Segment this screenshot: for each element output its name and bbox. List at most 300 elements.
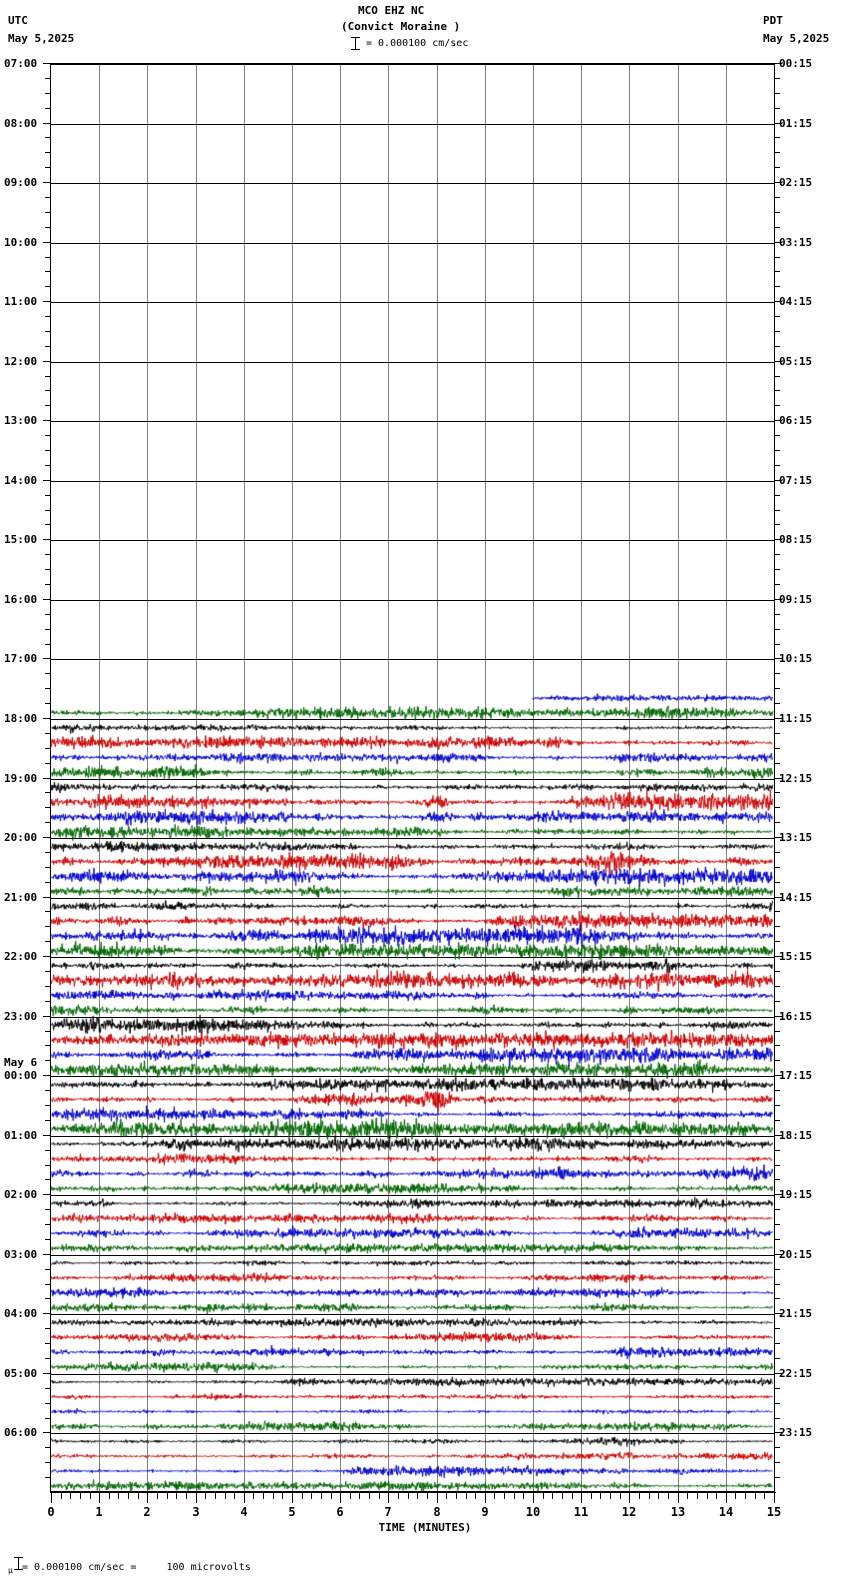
axis-tick-minor bbox=[775, 450, 780, 451]
axis-tick-minor bbox=[775, 227, 780, 228]
axis-tick-minor bbox=[45, 1403, 50, 1404]
x-tick-minor bbox=[186, 1493, 187, 1499]
x-tick-minor bbox=[610, 1493, 611, 1499]
axis-tick-minor bbox=[45, 629, 50, 630]
x-tick-minor bbox=[475, 1493, 476, 1499]
axis-tick-minor bbox=[775, 941, 780, 942]
pdt-hour-label: 03:15 bbox=[779, 236, 813, 249]
axis-tick-minor bbox=[775, 822, 780, 823]
axis-tick-minor bbox=[775, 1343, 780, 1344]
utc-hour-label: 03:00 bbox=[4, 1248, 38, 1261]
axis-tick-minor bbox=[45, 152, 50, 153]
axis-tick-minor bbox=[45, 1328, 50, 1329]
pdt-hour-label: 13:15 bbox=[779, 831, 813, 844]
pdt-hour-label: 14:15 bbox=[779, 891, 813, 904]
utc-hour-label: 13:00 bbox=[4, 414, 38, 427]
axis-tick-minor bbox=[775, 465, 780, 466]
utc-hour-label: 14:00 bbox=[4, 474, 38, 487]
x-tick-minor bbox=[205, 1493, 206, 1499]
x-tick-minor bbox=[456, 1493, 457, 1499]
axis-tick-minor bbox=[775, 137, 780, 138]
helicorder-plot bbox=[50, 63, 775, 1492]
x-tick-major bbox=[51, 1493, 52, 1503]
x-tick-major bbox=[340, 1493, 341, 1503]
axis-tick-minor bbox=[45, 227, 50, 228]
axis-tick-minor bbox=[775, 748, 780, 749]
axis-tick-minor bbox=[45, 688, 50, 689]
axis-tick-minor bbox=[45, 584, 50, 585]
x-tick-minor bbox=[707, 1493, 708, 1499]
x-tick-minor bbox=[735, 1493, 736, 1499]
axis-tick-minor bbox=[45, 405, 50, 406]
axis-tick-minor bbox=[45, 1165, 50, 1166]
axis-tick-minor bbox=[45, 673, 50, 674]
axis-tick-minor bbox=[775, 569, 780, 570]
axis-tick-minor bbox=[45, 78, 50, 79]
axis-tick-minor bbox=[775, 1328, 780, 1329]
x-tick-label: 6 bbox=[336, 1505, 344, 1519]
utc-hour-label: 17:00 bbox=[4, 652, 38, 665]
x-tick-minor bbox=[369, 1493, 370, 1499]
pdt-hour-label: 09:15 bbox=[779, 593, 813, 606]
x-tick-minor bbox=[379, 1493, 380, 1499]
axis-tick-minor bbox=[45, 1358, 50, 1359]
x-tick-minor bbox=[109, 1493, 110, 1499]
axis-tick-minor bbox=[775, 331, 780, 332]
x-tick-minor bbox=[417, 1493, 418, 1499]
axis-tick-minor bbox=[775, 390, 780, 391]
pdt-hour-label: 11:15 bbox=[779, 712, 813, 725]
pdt-hour-label: 20:15 bbox=[779, 1248, 813, 1261]
axis-tick bbox=[43, 1254, 50, 1255]
axis-tick-minor bbox=[45, 331, 50, 332]
axis-tick-minor bbox=[775, 1120, 780, 1121]
x-tick-minor bbox=[321, 1493, 322, 1499]
axis-tick-minor bbox=[45, 941, 50, 942]
axis-tick-minor bbox=[775, 1165, 780, 1166]
axis-tick-minor bbox=[45, 763, 50, 764]
x-tick-minor bbox=[764, 1493, 765, 1499]
x-tick-minor bbox=[80, 1493, 81, 1499]
x-tick-minor bbox=[687, 1493, 688, 1499]
axis-tick bbox=[43, 1313, 50, 1314]
axis-tick-minor bbox=[775, 1105, 780, 1106]
x-tick-minor bbox=[282, 1493, 283, 1499]
axis-tick-minor bbox=[45, 271, 50, 272]
x-tick-major bbox=[147, 1493, 148, 1503]
pdt-hour-label: 23:15 bbox=[779, 1426, 813, 1439]
axis-tick-minor bbox=[45, 197, 50, 198]
axis-tick-minor bbox=[45, 614, 50, 615]
x-tick-minor bbox=[311, 1493, 312, 1499]
x-tick-minor bbox=[176, 1493, 177, 1499]
axis-tick-minor bbox=[45, 1090, 50, 1091]
axis-tick-minor bbox=[775, 926, 780, 927]
axis-tick bbox=[43, 658, 50, 659]
axis-tick-minor bbox=[775, 971, 780, 972]
axis-tick-minor bbox=[775, 614, 780, 615]
x-tick-label: 8 bbox=[433, 1505, 441, 1519]
axis-tick-minor bbox=[775, 1179, 780, 1180]
axis-tick-minor bbox=[45, 465, 50, 466]
axis-tick-minor bbox=[45, 1031, 50, 1032]
axis-tick-minor bbox=[45, 807, 50, 808]
axis-tick-minor bbox=[45, 1477, 50, 1478]
x-tick-minor bbox=[755, 1493, 756, 1499]
axis-tick-minor bbox=[45, 495, 50, 496]
x-tick-minor bbox=[514, 1493, 515, 1499]
axis-tick-minor bbox=[775, 495, 780, 496]
x-tick-minor bbox=[639, 1493, 640, 1499]
axis-tick-minor bbox=[775, 1284, 780, 1285]
axis-tick-minor bbox=[775, 1150, 780, 1151]
axis-tick-minor bbox=[775, 1090, 780, 1091]
axis-tick-minor bbox=[775, 1045, 780, 1046]
axis-tick-minor bbox=[775, 644, 780, 645]
utc-hour-label: 22:00 bbox=[4, 950, 38, 963]
axis-tick-minor bbox=[775, 733, 780, 734]
x-tick-minor bbox=[408, 1493, 409, 1499]
axis-tick-minor bbox=[775, 792, 780, 793]
utc-hour-label: 20:00 bbox=[4, 831, 38, 844]
axis-tick-minor bbox=[45, 316, 50, 317]
axis-tick bbox=[43, 1135, 50, 1136]
utc-day-marker-label: May 6 bbox=[4, 1056, 38, 1069]
x-tick-major bbox=[99, 1493, 100, 1503]
axis-tick-minor bbox=[45, 911, 50, 912]
axis-tick bbox=[43, 420, 50, 421]
x-tick-label: 9 bbox=[481, 1505, 489, 1519]
axis-tick-minor bbox=[45, 644, 50, 645]
x-tick-major bbox=[726, 1493, 727, 1503]
axis-tick-minor bbox=[45, 257, 50, 258]
utc-hour-label: 02:00 bbox=[4, 1188, 38, 1201]
axis-tick-minor bbox=[45, 1001, 50, 1002]
axis-tick-minor bbox=[775, 435, 780, 436]
axis-tick bbox=[43, 539, 50, 540]
axis-tick bbox=[43, 778, 50, 779]
calibration-bar-icon bbox=[351, 37, 360, 50]
axis-tick-minor bbox=[775, 1388, 780, 1389]
x-tick-major bbox=[774, 1493, 775, 1503]
axis-tick-minor bbox=[45, 1045, 50, 1046]
x-tick-minor bbox=[504, 1493, 505, 1499]
axis-tick-minor bbox=[45, 1224, 50, 1225]
x-tick-label: 15 bbox=[766, 1505, 782, 1519]
axis-tick bbox=[43, 897, 50, 898]
axis-tick-minor bbox=[45, 792, 50, 793]
axis-tick-minor bbox=[775, 108, 780, 109]
axis-tick-minor bbox=[775, 271, 780, 272]
pdt-hour-label: 00:15 bbox=[779, 57, 813, 70]
pdt-hour-label: 04:15 bbox=[779, 295, 813, 308]
pdt-hour-label: 01:15 bbox=[779, 117, 813, 130]
utc-hour-label: 23:00 bbox=[4, 1010, 38, 1023]
axis-tick-minor bbox=[775, 1060, 780, 1061]
axis-tick bbox=[43, 242, 50, 243]
x-tick-label: 13 bbox=[670, 1505, 686, 1519]
x-tick-major bbox=[485, 1493, 486, 1503]
x-tick-major bbox=[533, 1493, 534, 1503]
x-tick-label: 5 bbox=[288, 1505, 296, 1519]
x-tick-major bbox=[388, 1493, 389, 1503]
x-tick-label: 14 bbox=[718, 1505, 734, 1519]
axis-tick bbox=[43, 599, 50, 600]
x-tick-label: 10 bbox=[525, 1505, 541, 1519]
x-tick-minor bbox=[745, 1493, 746, 1499]
axis-tick bbox=[43, 1373, 50, 1374]
footer-scale-label: = 0.000100 cm/sec = 100 microvolts bbox=[22, 1562, 251, 1573]
utc-hour-label: 12:00 bbox=[4, 355, 38, 368]
axis-tick-minor bbox=[45, 986, 50, 987]
axis-tick-minor bbox=[45, 286, 50, 287]
axis-tick-minor bbox=[775, 703, 780, 704]
axis-tick bbox=[43, 480, 50, 481]
axis-tick-minor bbox=[775, 257, 780, 258]
axis-tick-minor bbox=[45, 1150, 50, 1151]
calibration-scale-label: = 0.000100 cm/sec bbox=[366, 38, 469, 49]
utc-hour-label: 04:00 bbox=[4, 1307, 38, 1320]
axis-tick-minor bbox=[45, 93, 50, 94]
x-tick-minor bbox=[668, 1493, 669, 1499]
x-tick-major bbox=[629, 1493, 630, 1503]
axis-tick-minor bbox=[45, 926, 50, 927]
x-tick-minor bbox=[494, 1493, 495, 1499]
axis-tick-minor bbox=[775, 1477, 780, 1478]
x-tick-label: 7 bbox=[384, 1505, 392, 1519]
pdt-hour-label: 05:15 bbox=[779, 355, 813, 368]
axis-tick-minor bbox=[45, 137, 50, 138]
axis-tick-minor bbox=[775, 1403, 780, 1404]
axis-tick-minor bbox=[45, 108, 50, 109]
axis-tick-minor bbox=[775, 882, 780, 883]
x-tick-minor bbox=[649, 1493, 650, 1499]
axis-tick-minor bbox=[45, 1269, 50, 1270]
axis-tick-minor bbox=[775, 197, 780, 198]
x-tick-minor bbox=[446, 1493, 447, 1499]
station-site-label: (Convict Moraine ) bbox=[341, 20, 461, 33]
axis-tick bbox=[43, 1432, 50, 1433]
axis-tick-minor bbox=[775, 405, 780, 406]
x-tick-minor bbox=[118, 1493, 119, 1499]
axis-tick-minor bbox=[775, 78, 780, 79]
axis-tick-minor bbox=[45, 1105, 50, 1106]
station-code-label: MCO EHZ NC bbox=[358, 4, 425, 17]
axis-tick-minor bbox=[775, 1239, 780, 1240]
x-tick-minor bbox=[572, 1493, 573, 1499]
utc-hour-label: 00:00 bbox=[4, 1069, 38, 1082]
axis-tick-minor bbox=[775, 911, 780, 912]
x-axis-title: TIME (MINUTES) bbox=[378, 1521, 472, 1534]
axis-tick bbox=[43, 123, 50, 124]
x-tick-minor bbox=[167, 1493, 168, 1499]
x-tick-minor bbox=[138, 1493, 139, 1499]
axis-tick-minor bbox=[775, 584, 780, 585]
utc-hour-label: 10:00 bbox=[4, 236, 38, 249]
x-tick-minor bbox=[128, 1493, 129, 1499]
axis-tick-minor bbox=[45, 1343, 50, 1344]
utc-timezone-label: UTC bbox=[8, 14, 28, 27]
axis-tick-minor bbox=[775, 167, 780, 168]
utc-hour-label: 19:00 bbox=[4, 772, 38, 785]
axis-tick bbox=[43, 1194, 50, 1195]
axis-tick-minor bbox=[45, 450, 50, 451]
pdt-hour-label: 06:15 bbox=[779, 414, 813, 427]
pdt-hour-label: 16:15 bbox=[779, 1010, 813, 1023]
x-tick-minor bbox=[350, 1493, 351, 1499]
x-tick-label: 11 bbox=[573, 1505, 589, 1519]
axis-tick-minor bbox=[775, 212, 780, 213]
pdt-date-label: May 5,2025 bbox=[763, 32, 830, 45]
x-tick-minor bbox=[157, 1493, 158, 1499]
utc-hour-label: 08:00 bbox=[4, 117, 38, 130]
pdt-hour-label: 07:15 bbox=[779, 474, 813, 487]
x-tick-minor bbox=[70, 1493, 71, 1499]
x-tick-label: 12 bbox=[621, 1505, 637, 1519]
x-tick-minor bbox=[225, 1493, 226, 1499]
utc-hour-label: 06:00 bbox=[4, 1426, 38, 1439]
axis-tick-minor bbox=[45, 1239, 50, 1240]
axis-tick-minor bbox=[45, 703, 50, 704]
axis-tick-minor bbox=[45, 1120, 50, 1121]
axis-tick-minor bbox=[45, 390, 50, 391]
axis-tick-minor bbox=[775, 152, 780, 153]
axis-tick-minor bbox=[775, 1462, 780, 1463]
axis-tick-minor bbox=[45, 1447, 50, 1448]
x-tick-minor bbox=[359, 1493, 360, 1499]
x-tick-minor bbox=[263, 1493, 264, 1499]
utc-date-label: May 5,2025 bbox=[8, 32, 75, 45]
axis-tick-minor bbox=[45, 1418, 50, 1419]
axis-tick-minor bbox=[45, 1209, 50, 1210]
x-tick-minor bbox=[331, 1493, 332, 1499]
pdt-hour-label: 08:15 bbox=[779, 533, 813, 546]
axis-tick-minor bbox=[45, 867, 50, 868]
utc-hour-label: 15:00 bbox=[4, 533, 38, 546]
utc-hour-label: 09:00 bbox=[4, 176, 38, 189]
x-tick-minor bbox=[562, 1493, 563, 1499]
x-tick-label: 0 bbox=[47, 1505, 55, 1519]
axis-tick-minor bbox=[775, 376, 780, 377]
axis-tick-minor bbox=[775, 1209, 780, 1210]
axis-tick-minor bbox=[45, 1388, 50, 1389]
pdt-hour-label: 18:15 bbox=[779, 1129, 813, 1142]
axis-tick-minor bbox=[775, 1001, 780, 1002]
utc-hour-label: 18:00 bbox=[4, 712, 38, 725]
x-tick-major bbox=[292, 1493, 293, 1503]
x-tick-label: 3 bbox=[192, 1505, 200, 1519]
axis-tick-minor bbox=[775, 554, 780, 555]
axis-tick-minor bbox=[775, 316, 780, 317]
x-tick-minor bbox=[658, 1493, 659, 1499]
x-tick-minor bbox=[466, 1493, 467, 1499]
axis-tick-minor bbox=[775, 510, 780, 511]
x-tick-minor bbox=[427, 1493, 428, 1499]
x-tick-minor bbox=[61, 1493, 62, 1499]
axis-tick-minor bbox=[775, 629, 780, 630]
x-tick-minor bbox=[523, 1493, 524, 1499]
axis-tick-minor bbox=[45, 554, 50, 555]
axis-tick bbox=[43, 1016, 50, 1017]
axis-tick-minor bbox=[45, 569, 50, 570]
axis-tick-minor bbox=[45, 510, 50, 511]
x-tick-major bbox=[678, 1493, 679, 1503]
pdt-hour-label: 22:15 bbox=[779, 1367, 813, 1380]
axis-tick-minor bbox=[775, 986, 780, 987]
axis-tick-minor bbox=[775, 763, 780, 764]
axis-tick-minor bbox=[775, 1298, 780, 1299]
axis-tick-minor bbox=[45, 748, 50, 749]
utc-hour-label: 21:00 bbox=[4, 891, 38, 904]
axis-tick-minor bbox=[45, 435, 50, 436]
x-tick-label: 1 bbox=[95, 1505, 103, 1519]
pdt-hour-label: 21:15 bbox=[779, 1307, 813, 1320]
axis-tick-minor bbox=[775, 346, 780, 347]
x-tick-minor bbox=[600, 1493, 601, 1499]
axis-tick-minor bbox=[775, 867, 780, 868]
utc-hour-label: 07:00 bbox=[4, 57, 38, 70]
pdt-hour-label: 17:15 bbox=[779, 1069, 813, 1082]
seismic-traces-canvas bbox=[51, 64, 774, 1491]
utc-hour-label: 01:00 bbox=[4, 1129, 38, 1142]
axis-tick-minor bbox=[775, 807, 780, 808]
axis-tick bbox=[43, 718, 50, 719]
axis-tick-minor bbox=[775, 1447, 780, 1448]
utc-hour-label: 11:00 bbox=[4, 295, 38, 308]
axis-tick bbox=[43, 361, 50, 362]
x-tick-minor bbox=[234, 1493, 235, 1499]
axis-tick-minor bbox=[45, 733, 50, 734]
axis-tick-minor bbox=[775, 1269, 780, 1270]
x-tick-minor bbox=[273, 1493, 274, 1499]
x-tick-minor bbox=[620, 1493, 621, 1499]
axis-tick bbox=[43, 182, 50, 183]
axis-tick-minor bbox=[45, 852, 50, 853]
pdt-hour-label: 10:15 bbox=[779, 652, 813, 665]
axis-tick-minor bbox=[45, 971, 50, 972]
pdt-hour-label: 19:15 bbox=[779, 1188, 813, 1201]
pdt-timezone-label: PDT bbox=[763, 14, 783, 27]
x-tick-minor bbox=[215, 1493, 216, 1499]
axis-tick-minor bbox=[45, 167, 50, 168]
x-tick-major bbox=[581, 1493, 582, 1503]
x-tick-minor bbox=[697, 1493, 698, 1499]
axis-tick-minor bbox=[45, 1462, 50, 1463]
footer-micro-symbol: μ bbox=[8, 1566, 13, 1575]
axis-tick-minor bbox=[45, 1298, 50, 1299]
axis-tick-minor bbox=[775, 673, 780, 674]
axis-tick-minor bbox=[45, 346, 50, 347]
axis-tick-minor bbox=[45, 1179, 50, 1180]
pdt-hour-label: 02:15 bbox=[779, 176, 813, 189]
axis-tick-minor bbox=[45, 822, 50, 823]
axis-tick-minor bbox=[45, 882, 50, 883]
axis-tick-minor bbox=[45, 1060, 50, 1061]
axis-tick-minor bbox=[775, 852, 780, 853]
axis-tick-minor bbox=[775, 524, 780, 525]
axis-tick bbox=[43, 63, 50, 64]
axis-tick-minor bbox=[45, 524, 50, 525]
axis-tick-minor bbox=[45, 1284, 50, 1285]
axis-tick-minor bbox=[775, 286, 780, 287]
x-tick-minor bbox=[543, 1493, 544, 1499]
x-tick-major bbox=[244, 1493, 245, 1503]
x-tick-minor bbox=[253, 1493, 254, 1499]
x-tick-minor bbox=[591, 1493, 592, 1499]
x-tick-minor bbox=[716, 1493, 717, 1499]
axis-tick-minor bbox=[45, 212, 50, 213]
axis-tick bbox=[43, 301, 50, 302]
